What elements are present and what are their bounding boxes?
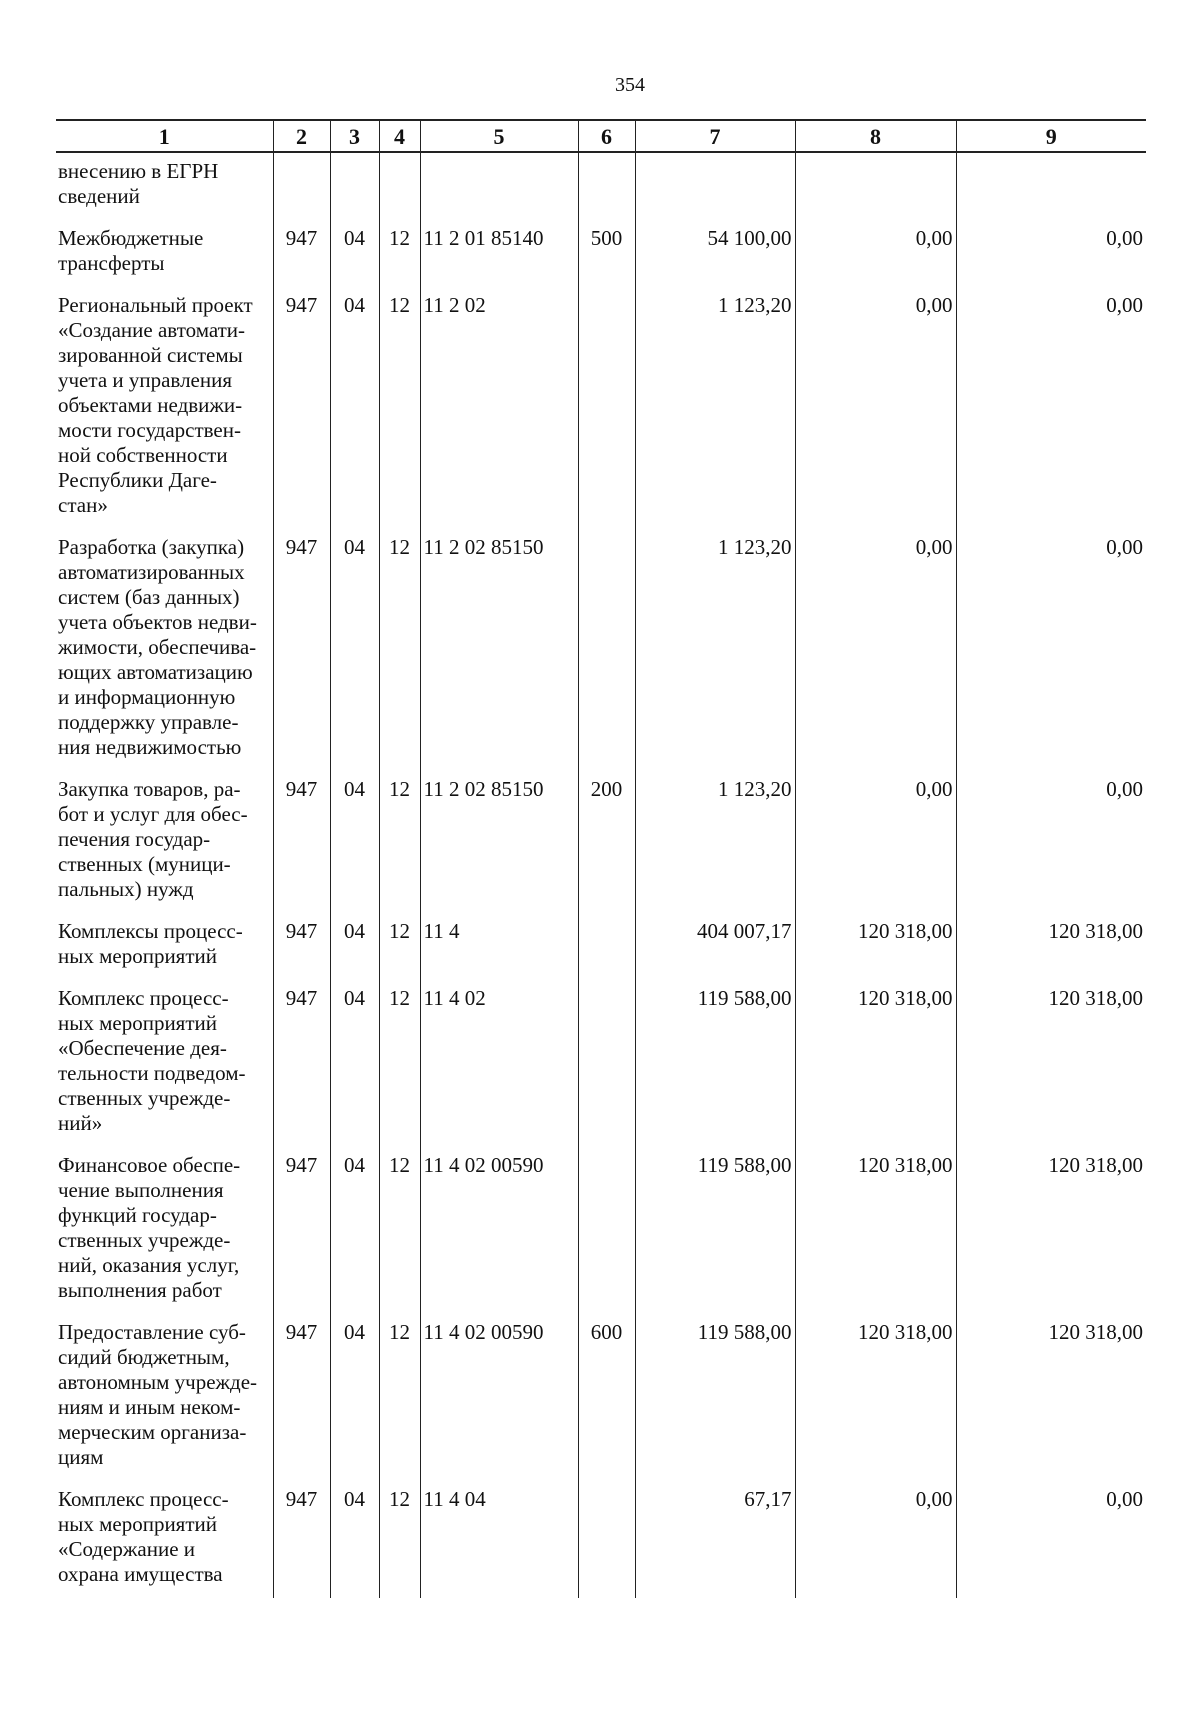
item-name-line: систем (баз данных) — [58, 585, 240, 609]
cell-ministry-code: 947 — [273, 913, 330, 980]
cell-amount-year2: 0,00 — [795, 287, 956, 529]
cell-expense-type — [578, 1481, 635, 1598]
cell-item-name — [56, 1314, 273, 1481]
item-name-line: Предоставление суб- — [58, 1320, 246, 1344]
cell-target-article: 11 4 04 — [420, 1481, 578, 1598]
table-row — [56, 913, 1146, 980]
cell-ministry-code: 947 — [273, 287, 330, 529]
cell-amount-year3: 120 318,00 — [956, 980, 1146, 1147]
item-name-line: выполнения работ — [58, 1278, 222, 1302]
item-name-line: учета объектов недви- — [58, 610, 257, 634]
table-row — [56, 529, 1146, 771]
column-header: 2 — [273, 120, 330, 152]
item-name-line: ниям и иным неком- — [58, 1395, 241, 1419]
cell-ministry-code — [273, 152, 330, 220]
item-name-line: и информационную — [58, 685, 236, 709]
cell-expense-type — [578, 152, 635, 220]
item-name-line: ний, оказания услуг, — [58, 1253, 240, 1277]
item-name-line: печения государ- — [58, 827, 211, 851]
cell-section-code: 04 — [330, 913, 379, 980]
cell-subsection-code: 12 — [379, 980, 420, 1147]
item-name-line: циям — [58, 1445, 104, 1469]
cell-item-name — [56, 529, 273, 771]
cell-subsection-code: 12 — [379, 529, 420, 771]
cell-target-article: 11 4 — [420, 913, 578, 980]
item-name-line: ных мероприятий — [58, 1011, 217, 1035]
table-row — [56, 220, 1146, 287]
item-name-line: Региональный проект — [58, 293, 253, 317]
item-name-line: мости государствен- — [58, 418, 241, 442]
cell-amount-year1: 119 588,00 — [635, 1314, 795, 1481]
cell-amount-year3: 0,00 — [956, 287, 1146, 529]
cell-target-article: 11 2 02 — [420, 287, 578, 529]
item-name-line: автоматизированных — [58, 560, 245, 584]
cell-amount-year3: 0,00 — [956, 1481, 1146, 1598]
item-name-line: жимости, обеспечива- — [58, 635, 257, 659]
cell-subsection-code: 12 — [379, 1481, 420, 1598]
cell-item-name — [56, 152, 273, 220]
column-header: 6 — [578, 120, 635, 152]
cell-amount-year2: 0,00 — [795, 771, 956, 913]
table-row — [56, 771, 1146, 913]
item-name-line: Закупка товаров, ра- — [58, 777, 241, 801]
cell-amount-year2: 0,00 — [795, 529, 956, 771]
cell-section-code: 04 — [330, 529, 379, 771]
cell-expense-type — [578, 913, 635, 980]
cell-amount-year3: 0,00 — [956, 771, 1146, 913]
cell-amount-year1: 1 123,20 — [635, 771, 795, 913]
cell-amount-year1: 119 588,00 — [635, 1147, 795, 1314]
cell-expense-type — [578, 287, 635, 529]
cell-amount-year3: 0,00 — [956, 529, 1146, 771]
cell-subsection-code: 12 — [379, 287, 420, 529]
column-header: 9 — [956, 120, 1146, 152]
cell-amount-year3 — [956, 152, 1146, 220]
item-name-line: ния недвижимостью — [58, 735, 242, 759]
cell-section-code: 04 — [330, 1147, 379, 1314]
cell-target-article: 11 2 02 85150 — [420, 771, 578, 913]
table-row — [56, 152, 1146, 220]
cell-ministry-code: 947 — [273, 220, 330, 287]
cell-section-code: 04 — [330, 980, 379, 1147]
cell-target-article: 11 4 02 00590 — [420, 1314, 578, 1481]
cell-amount-year1: 54 100,00 — [635, 220, 795, 287]
item-name-line: сидий бюджетным, — [58, 1345, 230, 1369]
cell-expense-type: 500 — [578, 220, 635, 287]
cell-expense-type: 200 — [578, 771, 635, 913]
item-name-line: Комплекс процесс- — [58, 986, 229, 1010]
item-name-line: ственных учрежде- — [58, 1086, 231, 1110]
cell-amount-year1 — [635, 152, 795, 220]
cell-item-name — [56, 220, 273, 287]
cell-expense-type — [578, 980, 635, 1147]
item-name-line: Комплексы процесс- — [58, 919, 243, 943]
item-name-line: Межбюджетные — [58, 226, 204, 250]
cell-target-article: 11 2 02 85150 — [420, 529, 578, 771]
cell-ministry-code: 947 — [273, 980, 330, 1147]
column-header: 8 — [795, 120, 956, 152]
cell-section-code: 04 — [330, 1481, 379, 1598]
item-name-line: ственных (муници- — [58, 852, 231, 876]
table-row — [56, 1314, 1146, 1481]
cell-expense-type — [578, 1147, 635, 1314]
item-name-line: учета и управления — [58, 368, 233, 392]
budget-table — [56, 119, 1146, 1598]
cell-amount-year2: 120 318,00 — [795, 1314, 956, 1481]
item-name-line: бот и услуг для обес- — [58, 802, 248, 826]
cell-section-code — [330, 152, 379, 220]
cell-amount-year1: 1 123,20 — [635, 529, 795, 771]
item-name-line: мерческим организа- — [58, 1420, 247, 1444]
cell-amount-year2: 120 318,00 — [795, 1147, 956, 1314]
cell-subsection-code: 12 — [379, 913, 420, 980]
cell-section-code: 04 — [330, 771, 379, 913]
item-name-line: поддержку управле- — [58, 710, 239, 734]
cell-amount-year1: 119 588,00 — [635, 980, 795, 1147]
cell-amount-year1: 404 007,17 — [635, 913, 795, 980]
item-name-line: охрана имущества — [58, 1562, 223, 1586]
cell-subsection-code: 12 — [379, 771, 420, 913]
cell-section-code: 04 — [330, 220, 379, 287]
table-row — [56, 980, 1146, 1147]
column-header: 1 — [56, 120, 273, 152]
cell-expense-type — [578, 529, 635, 771]
cell-ministry-code: 947 — [273, 1314, 330, 1481]
cell-amount-year3: 120 318,00 — [956, 913, 1146, 980]
item-name-line: ющих автоматизацию — [58, 660, 253, 684]
item-name-line: ных мероприятий — [58, 1512, 217, 1536]
item-name-line: автономным учрежде- — [58, 1370, 258, 1394]
item-name-line: чение выполнения — [58, 1178, 224, 1202]
cell-item-name — [56, 980, 273, 1147]
cell-ministry-code: 947 — [273, 529, 330, 771]
item-name-line: стан» — [58, 493, 108, 517]
cell-amount-year1: 1 123,20 — [635, 287, 795, 529]
cell-subsection-code: 12 — [379, 1147, 420, 1314]
cell-amount-year2: 0,00 — [795, 1481, 956, 1598]
column-header: 4 — [379, 120, 420, 152]
cell-item-name — [56, 913, 273, 980]
cell-item-name — [56, 287, 273, 529]
cell-target-article: 11 2 01 85140 — [420, 220, 578, 287]
column-header: 5 — [420, 120, 578, 152]
cell-amount-year3: 0,00 — [956, 220, 1146, 287]
item-name-line: трансферты — [58, 251, 165, 275]
item-name-line: зированной системы — [58, 343, 243, 367]
cell-subsection-code: 12 — [379, 220, 420, 287]
item-name-line: «Создание автомати- — [58, 318, 246, 342]
cell-subsection-code: 12 — [379, 1314, 420, 1481]
cell-target-article: 11 4 02 00590 — [420, 1147, 578, 1314]
cell-target-article: 11 4 02 — [420, 980, 578, 1147]
item-name-line: Комплекс процесс- — [58, 1487, 229, 1511]
table-body — [56, 152, 1146, 1598]
column-header: 7 — [635, 120, 795, 152]
item-name-line: ной собственности — [58, 443, 228, 467]
item-name-line: функций государ- — [58, 1203, 217, 1227]
item-name-line: тельности подведом- — [58, 1061, 246, 1085]
cell-amount-year2: 0,00 — [795, 220, 956, 287]
table-header-row — [56, 120, 1146, 152]
item-name-line: пальных) нужд — [58, 877, 194, 901]
table-row — [56, 287, 1146, 529]
cell-amount-year1: 67,17 — [635, 1481, 795, 1598]
cell-ministry-code: 947 — [273, 771, 330, 913]
cell-amount-year2 — [795, 152, 956, 220]
item-name-line: Республики Даге- — [58, 468, 217, 492]
cell-target-article — [420, 152, 578, 220]
cell-item-name — [56, 771, 273, 913]
item-name-line: объектами недвижи- — [58, 393, 243, 417]
cell-expense-type: 600 — [578, 1314, 635, 1481]
item-name-line: ных мероприятий — [58, 944, 217, 968]
page-number: 354 — [615, 74, 645, 96]
item-name-line: ственных учрежде- — [58, 1228, 231, 1252]
cell-item-name — [56, 1481, 273, 1598]
item-name-line: внесению в ЕГРН — [58, 159, 219, 183]
cell-amount-year3: 120 318,00 — [956, 1314, 1146, 1481]
cell-amount-year2: 120 318,00 — [795, 980, 956, 1147]
table-row — [56, 1481, 1146, 1598]
cell-ministry-code: 947 — [273, 1481, 330, 1598]
cell-subsection-code — [379, 152, 420, 220]
item-name-line: «Содержание и — [58, 1537, 196, 1561]
table-row — [56, 1147, 1146, 1314]
item-name-line: сведений — [58, 184, 140, 208]
column-header: 3 — [330, 120, 379, 152]
cell-amount-year2: 120 318,00 — [795, 913, 956, 980]
cell-ministry-code: 947 — [273, 1147, 330, 1314]
cell-item-name — [56, 1147, 273, 1314]
cell-amount-year3: 120 318,00 — [956, 1147, 1146, 1314]
cell-section-code: 04 — [330, 287, 379, 529]
item-name-line: Разработка (закупка) — [58, 535, 245, 559]
cell-section-code: 04 — [330, 1314, 379, 1481]
item-name-line: ний» — [58, 1111, 103, 1135]
item-name-line: Финансовое обеспе- — [58, 1153, 241, 1177]
item-name-line: «Обеспечение дея- — [58, 1036, 227, 1060]
